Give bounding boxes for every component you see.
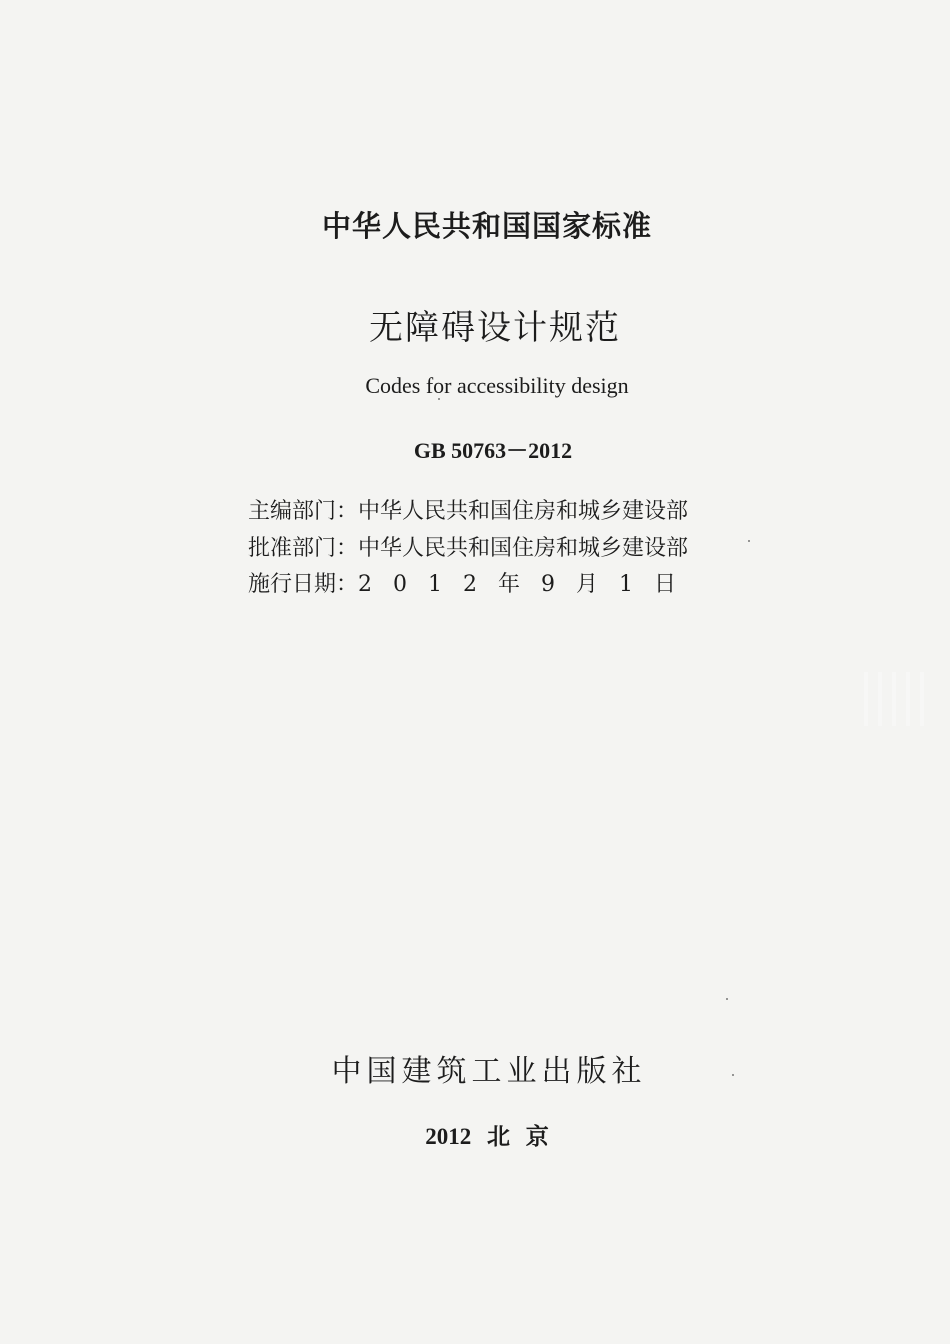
- effective-date-row: [248, 567, 697, 604]
- approval-value: 中华人民共和国住房和城乡建设部: [358, 535, 689, 561]
- info-block: [248, 494, 697, 604]
- approval-label: 批准部门: [248, 535, 337, 561]
- standard-code: GB 50763－2012: [413, 438, 573, 463]
- approval-row: [248, 531, 697, 568]
- chief-editor-label: 主编部门: [248, 499, 337, 524]
- chief-editor-value: 中华人民共和国住房和城乡建设部: [358, 499, 689, 524]
- scan-speck: [438, 398, 440, 400]
- standard-header: 中华人民共和国国家标准: [321, 209, 652, 243]
- title-english: Codes for accessibility design: [365, 373, 629, 398]
- effective-date-colon: ：: [336, 572, 359, 597]
- chief-editor-colon: ：: [336, 499, 359, 524]
- effective-date-value: 2012年9月1日: [358, 572, 698, 597]
- title-chinese: 无障碍设计规范: [369, 308, 621, 348]
- publisher: 中国建筑工业出版社: [331, 1054, 647, 1089]
- chief-editor-row: [248, 494, 697, 531]
- place-year: 2012 北 京: [425, 1124, 549, 1149]
- scan-speck: [732, 1074, 734, 1076]
- scan-artifact: [858, 672, 934, 726]
- effective-date-label: 施行日期: [248, 572, 337, 597]
- scan-speck: [748, 540, 750, 542]
- approval-colon: ：: [336, 535, 359, 561]
- scan-speck: [726, 998, 728, 1000]
